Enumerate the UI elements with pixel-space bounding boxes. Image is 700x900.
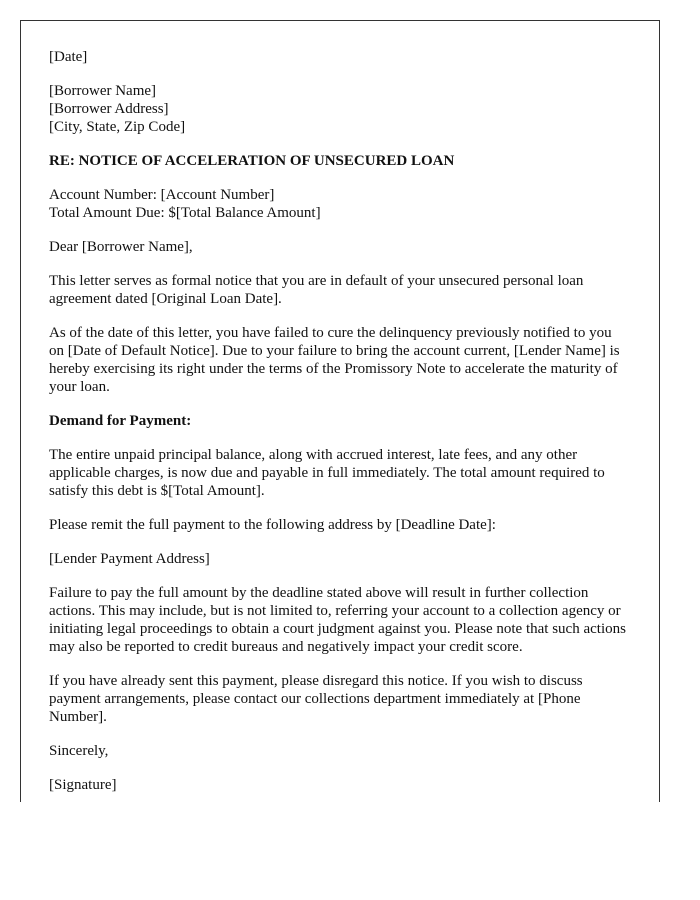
paragraph-contact: If you have already sent this payment, please disregard this notice. If you wish to discuss payment arrangements, please contact our collections department immediately at [Phone Number]. <box>49 673 583 725</box>
paragraph-consequences: Failure to pay the full amount by the deadline stated above will result in further collection actions. This may include, but is not limited to, referring your account to a collection agency or initiating legal proceedings to obtain a court judgment against you. Please note that such actions may also be reported to credit bureaus and negatively impact your credit score. <box>49 585 626 655</box>
paragraph-amount-due: The entire unpaid principal balance, along with accrued interest, late fees, and any other applicable charges, is now due and payable in full immediately. The total amount required to satisfy this debt is $[Total Amount]. <box>49 447 605 499</box>
recipient-block <box>49 82 629 136</box>
recipient-city: [City, State, Zip Code] <box>49 119 186 135</box>
salutation: Dear [Borrower Name], <box>49 239 193 255</box>
letter-page <box>20 20 660 802</box>
closing: Sincerely, <box>49 743 109 759</box>
paragraph-default-notice: This letter serves as formal notice that you are in default of your unsecured personal loan agreement dated [Original Loan Date]. <box>49 273 584 307</box>
paragraph-remit: Please remit the full payment to the following address by [Deadline Date]: <box>49 517 496 533</box>
account-number: Account Number: [Account Number] <box>49 187 275 203</box>
recipient-name: [Borrower Name] <box>49 83 157 99</box>
account-block <box>49 186 629 222</box>
payment-address: [Lender Payment Address] <box>49 551 210 567</box>
subject-line: RE: NOTICE OF ACCELERATION OF UNSECURED LOAN <box>49 153 455 169</box>
letter-date: [Date] <box>49 49 88 65</box>
paragraph-acceleration: As of the date of this letter, you have failed to cure the delinquency previously notified to you on [Date of Default Notice]. Due to your failure to bring the account current, [Lender Name] is hereby exercising its right under the terms of the Promissory Note to accelerate the maturity of your loan. <box>49 325 620 395</box>
recipient-address: [Borrower Address] <box>49 101 169 117</box>
signature: [Signature] <box>49 777 117 793</box>
demand-heading: Demand for Payment: <box>49 413 192 429</box>
total-due: Total Amount Due: $[Total Balance Amount] <box>49 205 321 221</box>
